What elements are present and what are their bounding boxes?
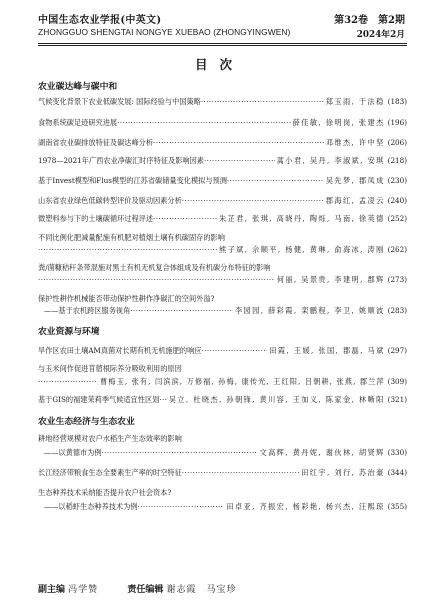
article-title: 保护性耕作机械能否带动保护性耕作净碳汇的空间外溢? xyxy=(38,294,215,303)
toc-entry-title-line[interactable] xyxy=(38,364,407,374)
page-number: (196) xyxy=(387,118,407,127)
responsible-editor-label: 责任编辑 xyxy=(127,585,164,595)
article-authors: 朱芷君, 张琪, 高晓丹, 陶烁, 马南, 徐英德 xyxy=(219,214,385,223)
article-authors: 李园园, 薛彩霞, 栾鹏程, 李卫, 姚顺波 xyxy=(234,306,385,315)
dot-leader xyxy=(102,448,258,458)
header-rule-thick xyxy=(38,43,407,44)
page-header xyxy=(38,10,407,46)
dot-leader xyxy=(153,138,324,148)
dot-leader xyxy=(204,156,275,166)
section-heading: 农业生态经济与生态农业 xyxy=(38,417,135,427)
page-number: (262) xyxy=(387,245,407,254)
dot-leader xyxy=(38,245,217,255)
article-title: 山东省农业绿色低碳转型评价及驱动因素分析 xyxy=(38,196,182,205)
article-authors: 何丽, 吴景贵, 李建明, 郡辉 xyxy=(276,275,385,284)
page-number: (183) xyxy=(387,97,407,106)
article-title: 气候变化背景下农业低碳发展: 国际经验与中国策略 xyxy=(38,97,201,106)
page-number: (355) xyxy=(387,502,407,511)
article-title: 耕地经营规模对农户水稻生产生态效率的影响 xyxy=(38,434,182,443)
toc-entry[interactable] xyxy=(38,377,407,387)
dot-leader xyxy=(182,468,299,478)
toc-entry[interactable] xyxy=(38,245,407,255)
article-authors: 田卓亚, 齐振宏, 杨彩艳, 杨兴杰, 汪熙琼 xyxy=(226,502,385,511)
toc-entry[interactable] xyxy=(38,97,407,107)
toc-entry[interactable] xyxy=(38,275,407,285)
volume-issue: 第32卷 第2期 xyxy=(334,15,405,26)
article-title: 粪/菌糠秸秆条带混施对黑土有机无机复合体组成及有机碳分布特征的影响 xyxy=(38,263,271,272)
deputy-editor-name: 冯学赞 xyxy=(68,585,99,595)
article-subtitle: ——以黄德市为例 xyxy=(44,448,102,457)
article-title: 不同比例化肥减量配施有机肥对植烟土壤有机碳固存的影响 xyxy=(38,233,225,242)
dot-leader xyxy=(201,97,324,107)
page-number: (283) xyxy=(387,306,407,315)
page-number: (321) xyxy=(387,395,407,404)
section-heading: 农业资源与环境 xyxy=(38,327,100,337)
article-title: 长江经济带粮食生态全要素生产率的时空特征 xyxy=(38,468,182,477)
page-number: (252) xyxy=(387,214,407,223)
toc-entry[interactable] xyxy=(38,176,407,186)
toc-entry[interactable] xyxy=(38,196,407,206)
dot-leader xyxy=(202,346,268,356)
section-heading: 农业碳达峰与碳中和 xyxy=(38,82,118,92)
toc-entry[interactable] xyxy=(38,395,407,405)
dot-leader xyxy=(159,395,166,405)
article-authors: 郑玉雨, 于法稳 xyxy=(325,97,385,106)
article-title: 基于GIS的福建茉莉季气候适宜性区划 xyxy=(38,395,160,404)
article-title: 基于Invest模型和Flus模型的江苏省碳储量变化模拟与预测 xyxy=(38,176,227,185)
article-title: 生态种养技术采纳能否提升农户社会资本? xyxy=(38,488,172,497)
dot-leader xyxy=(137,502,224,512)
article-authors: 郡海红, 孟凌云 xyxy=(325,196,385,205)
editor-credits xyxy=(38,582,262,595)
deputy-editor-label: 副主编 xyxy=(38,585,66,595)
page-number: (218) xyxy=(387,156,407,165)
dot-leader xyxy=(38,377,98,387)
journal-title: 中国生态农业学报(中英文) xyxy=(38,15,162,26)
article-authors: 田霞, 王媛, 张国, 郡磊, 马斌 xyxy=(269,346,385,355)
article-title: 微塑料参与下的土壤碳循环过程评述 xyxy=(38,214,154,223)
toc-entry-title-line[interactable] xyxy=(38,488,407,498)
toc-entry[interactable] xyxy=(38,138,407,148)
toc-entry-title-line[interactable] xyxy=(38,263,407,273)
article-authors: 曹梅玉, 张有, 闫滨滨, 万修福, 孙梅, 康传光, 王红阳, 吕朝耕, 张燕, 郡兰萍 xyxy=(99,377,385,386)
issue-date: 2024年2月 xyxy=(356,30,405,40)
page-number: (344) xyxy=(387,468,407,477)
toc-entry-title-line[interactable] xyxy=(38,233,407,243)
article-title: 1978—2021年广西农业净碳汇时序特征及影响因素 xyxy=(38,156,204,165)
article-title: 湖南省农业碳排放特征及碳达峰分析 xyxy=(38,138,154,147)
page-number: (297) xyxy=(387,346,407,355)
page-number: (273) xyxy=(387,275,407,284)
article-authors: 邓维杰, 许中坚 xyxy=(325,138,385,147)
header-rule-thin xyxy=(38,45,407,46)
article-authors: 田红宇, 刘行, 苏治豪 xyxy=(301,468,385,477)
page-number: (240) xyxy=(387,196,407,205)
page-number: (330) xyxy=(387,448,407,457)
article-authors: 薛佳敏, 徐明岗, 张建杰 xyxy=(292,118,385,127)
toc-entry[interactable] xyxy=(38,118,407,128)
article-authors: 吴立, 杜晓杰, 孙朝锋, 黄川容, 王加义, 陈家金, 林晰阳 xyxy=(168,395,385,404)
page-number: (230) xyxy=(387,176,407,185)
article-authors: 熊子斌, 佘顺平, 杨健, 黄琳, 俞海冰, 涛刚 xyxy=(219,245,385,254)
dot-leader xyxy=(38,275,275,285)
article-authors: 蒿小君, 吴丹, 李淑斌, 安琪 xyxy=(276,156,385,165)
article-subtitle: ——以稻虾生态种养技术为例 xyxy=(44,502,138,511)
page-number: (206) xyxy=(387,138,407,147)
dot-leader xyxy=(130,306,233,316)
toc-entry[interactable] xyxy=(38,448,407,458)
toc-heading: 目次 xyxy=(194,57,244,72)
toc-entry[interactable] xyxy=(38,468,407,478)
toc-entry[interactable] xyxy=(38,214,407,224)
toc-entry-title-line[interactable] xyxy=(38,294,407,304)
article-title: 与玉米间作促进苜蓿根际养分吸收利用的原因 xyxy=(38,364,182,373)
responsible-editor-names: 谢志霞 马宝珍 xyxy=(166,585,237,595)
journal-pinyin-title: ZHONGGUO SHENGTAI NONGYE XUEBAO (ZHONGYINGWEN) xyxy=(38,27,291,37)
toc-entry[interactable] xyxy=(38,156,407,166)
toc-entry[interactable] xyxy=(38,306,407,316)
dot-leader xyxy=(153,214,217,224)
dot-leader xyxy=(182,196,324,206)
article-subtitle: ——基于农机跨区服务视角 xyxy=(44,306,131,315)
toc-entry[interactable] xyxy=(38,346,407,356)
article-title: 食物系统碳足迹研究进展 xyxy=(38,118,118,127)
article-title: 旱作区农田土壤AM真菌对长期有机无机施肥的响应 xyxy=(38,346,202,355)
dot-leader xyxy=(227,176,324,186)
page-number: (309) xyxy=(387,377,407,386)
dot-leader xyxy=(117,118,291,128)
article-authors: 吴先梦, 郡凤成 xyxy=(325,176,385,185)
toc-entry[interactable] xyxy=(38,502,407,512)
toc-entry-title-line[interactable] xyxy=(38,434,407,444)
article-authors: 文高辉, 黄丹妮, 谢伙林, 胡贤辉 xyxy=(259,448,385,457)
